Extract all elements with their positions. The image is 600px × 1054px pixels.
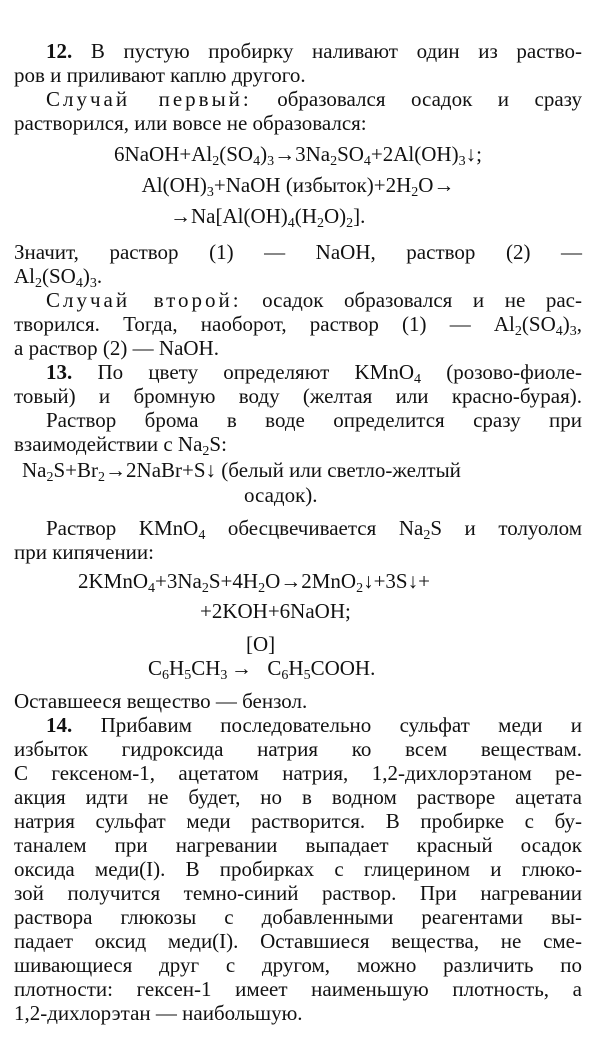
p13-line-5: Раствор KMnO$_4$ обесцвечивается $Na_2S$ и толуолом — [46, 516, 582, 543]
equation-13-3: +2KOH+6NaOH; — [200, 599, 351, 623]
p13-line-4: взаимодействии с $Na_2S$: — [14, 432, 227, 459]
p12-line-1: 12. В пустую пробирку наливают один из раство- — [46, 39, 583, 63]
p14-line-5: натрия сульфат меди растворится. В пробирке с бу- — [14, 809, 582, 833]
p14-line-2: избыток гидроксида натрия ко всем веществам. — [14, 737, 582, 761]
p14-line-13: 1,2-дихлорэтан — наибольшую. — [14, 1001, 303, 1025]
equation-13-1-cont: осадок). — [244, 483, 318, 507]
p13-line-7: Оставшееся вещество — бензол. — [14, 689, 308, 713]
p14-line-11: шивающиеся друг с другом, можно различить по — [14, 953, 582, 977]
p12-case1-line-1: Случай первый: образовался осадок и сразу — [46, 87, 583, 111]
case1-label: Случай первый: — [46, 87, 252, 111]
equation-12-2: $Al(OH)_3+NaOH$ $(избыток)+2H_2O\to$ — [141, 173, 455, 200]
p14-line-9: раствора глюкозы с добавленными реагентами вы- — [14, 905, 582, 929]
p13-line-1: 13. По цвету определяют KMnO$_4$ (розово-фиоле- — [46, 360, 582, 387]
equation-13-1: $Na_2S+Br_2\to 2NaBr+S↓$ (белый или светло-желтый — [22, 458, 461, 485]
equation-12-1: $6NaOH+Al_2(SO_4)_3\to 3Na_2SO_4+2Al(OH)_3↓$; — [114, 142, 482, 169]
p12-case2-line-2: творился. Тогда, наоборот, раствор (1) — $Al_2(SO_4)_3$, — [14, 312, 582, 339]
oxidant-label: [O] — [246, 632, 276, 656]
reaction-arrow: → — [230, 656, 252, 680]
p12-conclusion-line-2: $Al_2(SO_4)_3$. — [14, 264, 103, 291]
p14-line-10: падает оксид меди(I). Оставшиеся вещества, не сме- — [14, 929, 582, 953]
p12-case2-line-1: Случай второй: осадок образовался и не рас- — [46, 288, 583, 312]
p12-case1-line-2: растворился, или вовсе не образовался: — [14, 111, 367, 135]
p14-line-1: 14. Прибавим последовательно сульфат меди и — [46, 713, 583, 737]
p14-line-4: акция идти не будет, но в водном растворе ацетата — [14, 785, 582, 809]
p13-line-3: Раствор брома в воде определится сразу при — [46, 408, 582, 432]
p12-case2-line-3: а раствор (2) — NaOH. — [14, 336, 219, 360]
equation-13-4: $C_6H_5CH_3$ → $C_6H_5COOH$. — [148, 656, 376, 683]
p13-line-2: товый) и бромную воду (желтая или красно-бурая). — [14, 384, 582, 408]
p12-conclusion-line-1: Значит, раствор (1) — NaOH, раствор (2) — — [14, 240, 582, 264]
p14-line-7: оксида меди(I). В пробирках с глицерином и глюко- — [14, 857, 582, 881]
p12-number: 12. — [46, 39, 73, 63]
p13-line-6: при кипячении: — [14, 540, 154, 564]
p12-line-2: ров и приливают каплю другого. — [14, 63, 306, 87]
case2-label: Случай второй: — [46, 288, 242, 312]
p14-line-12: плотности: гексен-1 имеет наименьшую плотность, а — [14, 977, 582, 1001]
p14-line-3: С гексеном-1, ацетатом натрия, 1,2-дихлорэтаном ре- — [14, 761, 582, 785]
equation-12-3: $\to Na[Al(OH)_4(H_2O)_2]$. — [170, 204, 366, 231]
p13-number: 13. — [46, 360, 73, 384]
equation-13-2: $2KMnO_4+3Na_2S+4H_2O\to 2MnO_2↓+3S↓+$ — [78, 569, 430, 596]
p14-number: 14. — [46, 713, 73, 737]
p14-line-8: зой получится темно-синий раствор. При нагревании — [14, 881, 582, 905]
p14-line-6: таналем при нагревании выпадает красный осадок — [14, 833, 582, 857]
